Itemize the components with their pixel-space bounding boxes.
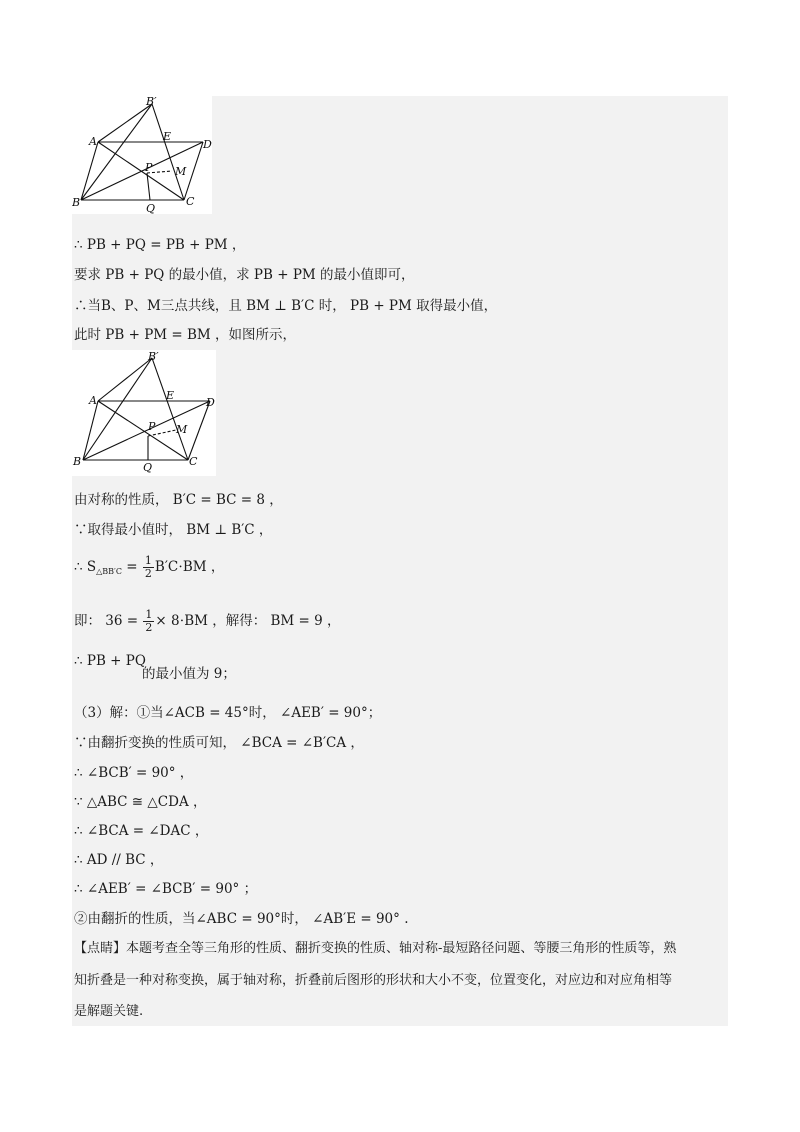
- step-line-1: ∴ PB + PQ = PB + PM ，: [74, 237, 246, 253]
- step-line-9b: 的最小值为 9；: [142, 666, 236, 682]
- fraction-half: [143, 555, 154, 580]
- label-a: A: [89, 135, 97, 148]
- label-q: Q: [146, 202, 156, 214]
- step-line-15: ∴ AD // BC ，: [74, 852, 164, 868]
- geometry-figure-1: [72, 96, 212, 214]
- denominator: 2: [145, 621, 153, 634]
- label-e: E: [166, 389, 175, 402]
- label-m: M: [176, 423, 188, 436]
- fraction-half: [143, 609, 154, 634]
- step-line-14: ∴ ∠BCA = ∠DAC ，: [74, 823, 209, 839]
- step-line-5: 由对称的性质， B′C = BC = 8 ，: [74, 492, 283, 508]
- area-expression: B′C⋅BM ，: [154, 559, 225, 575]
- label-c: C: [186, 195, 195, 208]
- label-b-prime: B′: [148, 350, 159, 363]
- comment-line-3: 是解题关键.: [74, 1004, 144, 1019]
- numerator: 1: [145, 608, 153, 621]
- step-line-9a: ∴ PB + PQ: [74, 653, 146, 669]
- label-a: A: [89, 394, 97, 407]
- area-symbol: ∴ S: [74, 559, 97, 575]
- label-d: D: [206, 396, 215, 409]
- equals-sign: =: [122, 559, 142, 575]
- step-line-17: ②由翻折的性质，当∠ABC = 90°时， ∠AB′E = 90° .: [74, 911, 409, 927]
- equation-rhs: × 8⋅BM ，解得： BM = 9 ，: [155, 613, 341, 629]
- step-line-16: ∴ ∠AEB′ = ∠BCB′ = 90° ；: [74, 881, 258, 897]
- label-p: P: [145, 161, 153, 174]
- step-line-4: 此时 PB + PM = BM ，如图所示，: [74, 327, 297, 343]
- label-b-prime: B′: [146, 96, 157, 108]
- denominator: 2: [144, 567, 152, 580]
- label-m: M: [175, 165, 187, 178]
- label-d: D: [203, 138, 212, 151]
- step-line-8: [74, 607, 341, 635]
- label-q: Q: [143, 461, 153, 474]
- geometry-figure-2: [72, 350, 216, 476]
- label-p: P: [148, 420, 156, 433]
- step-line-3: ∴当B、P、M三点共线，且 BM ⊥ B′C 时， PB + PM 取得最小值，: [74, 298, 498, 314]
- numerator: 1: [144, 554, 152, 567]
- step-line-10: （3）解：①当∠ACB = 45°时， ∠AEB′ = 90°；: [74, 705, 382, 721]
- label-c: C: [189, 455, 198, 468]
- label-b: B: [73, 455, 82, 468]
- step-line-6: ∵取得最小值时， BM ⊥ B′C ，: [74, 522, 273, 538]
- step-line-11: ∵由翻折变换的性质可知， ∠BCA = ∠B′CA ，: [74, 735, 364, 751]
- comment-line-2: 知折叠是一种对称变换，属于轴对称，折叠前后图形的形状和大小不变，位置变化，对应边和对应角相等: [74, 973, 673, 988]
- equation-lhs: 即： 36 =: [74, 613, 143, 629]
- label-e: E: [163, 130, 172, 143]
- step-line-2: 要求 PB + PQ 的最小值，求 PB + PM 的最小值即可，: [74, 267, 415, 283]
- step-line-7: [74, 553, 224, 586]
- label-b: B: [72, 196, 81, 209]
- step-line-13: ∵ △ABC ≅ △CDA ，: [74, 794, 207, 810]
- comment-line-1: 【点睛】本题考查全等三角形的性质、翻折变换的性质、轴对称-最短路径问题、等腰三角形的性质等，熟: [74, 941, 677, 956]
- area-subscript: △BB′C: [96, 567, 122, 576]
- step-line-12: ∴ ∠BCB′ = 90° ，: [74, 765, 194, 781]
